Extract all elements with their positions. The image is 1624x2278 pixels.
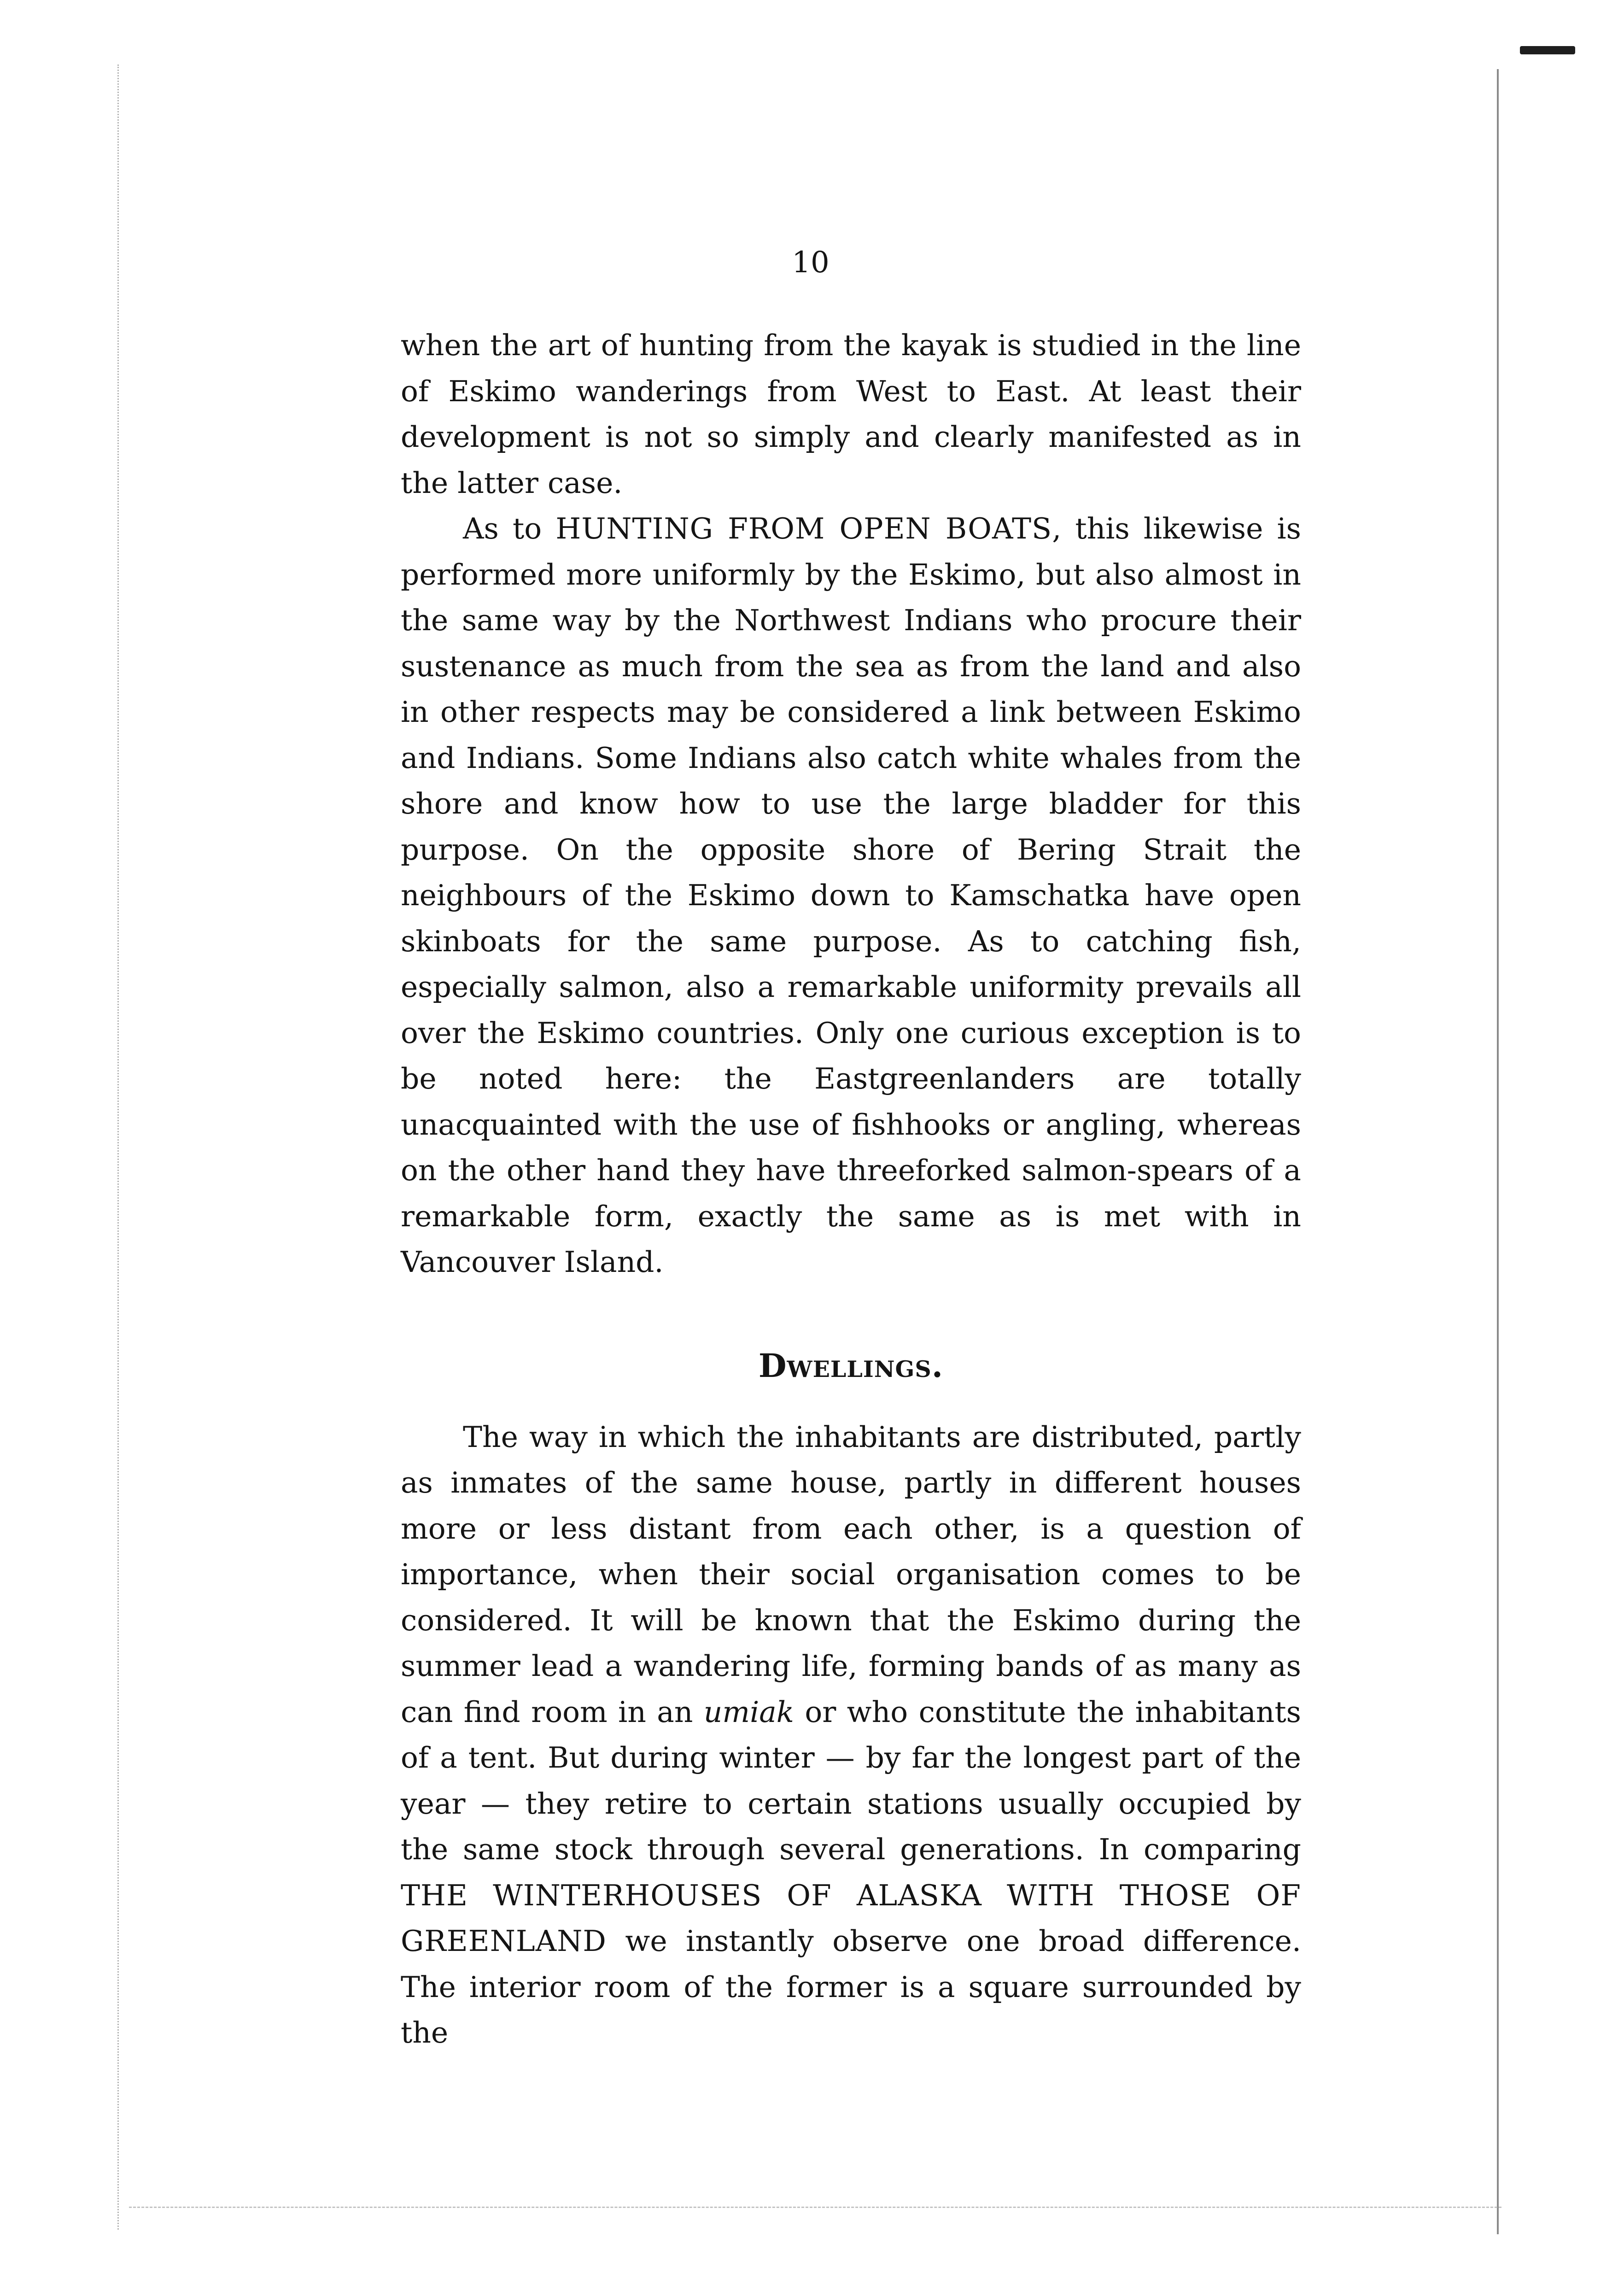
paragraph-2 (401, 506, 1301, 1285)
paragraph-3-lead: The way in which the inhabitants are distributed, partly as inmates of the same house, partly in different houses more or less distant from each other, is a question of importance, when their social organisation comes to be considered. It will be known that the Eskimo during the summer lead a wandering life, forming bands of as many as can find room in an (401, 1420, 1301, 1729)
paragraph-3-tail: we instantly observe one broad difference. The interior room of the former is a square surrounded by the (401, 1924, 1301, 2050)
paragraph-3 (401, 1414, 1301, 2056)
section-heading: Dwellings. (758, 1346, 944, 1385)
paragraph-3-middle: or who constitute the inhabitants of a tent. But during winter — by far the longest part of the year — they retire to certain stations usually occupied by the same stock through several generations. In comparing (401, 1695, 1301, 1866)
paragraph-2-body: , this likewise is performed more uniformly by the Eskimo, but also almost in the same way by the Northwest Indians who procure their sustenance as much from the sea as from the land and also in other respects may be considered a link between Eskimo and Indians. Some Indians also catch white whales from the shore and know how to use the large bladder for this purpose. On the opposite shore of Bering Strait the neighbours of the Eskimo down to Kamschatka have open skinboats for the same purpose. As to catching fish, especially salmon, also a remarkable uniformity prevails all over the Eskimo countries. Only one curious exception is to be noted here: the Eastgreenlanders are totally unacquainted with the use of fishhooks or angling, whereas on the other hand they have threeforked salmon-spears of a remarkable form, exactly the same as is met with in Vancouver Island. (401, 512, 1301, 1279)
scan-edge-left (117, 64, 129, 2230)
paragraph-2-lead: As to (463, 512, 556, 545)
scan-edge-right (1497, 69, 1499, 2234)
paragraph-1 (401, 322, 1301, 506)
body-text (401, 322, 1301, 2056)
page-number: 10 (792, 246, 830, 280)
scan-edge-bottom (129, 2207, 1501, 2208)
paragraph-2-smallcaps: HUNTING FROM OPEN BOATS (555, 512, 1052, 545)
paragraph-3-italic: umiak (703, 1695, 794, 1729)
paragraph-1-text: when the art of hunting from the kayak is studied in the line of Eskimo wanderings from West to East. At least their development is not so simply and clearly manifested as in the latter case. (401, 328, 1301, 500)
paragraph-3-smallcaps: THE WINTERHOUSES OF ALASKA WITH THOSE OF GREENLAND (401, 1878, 1301, 1958)
scan-mark-top (1520, 46, 1575, 54)
